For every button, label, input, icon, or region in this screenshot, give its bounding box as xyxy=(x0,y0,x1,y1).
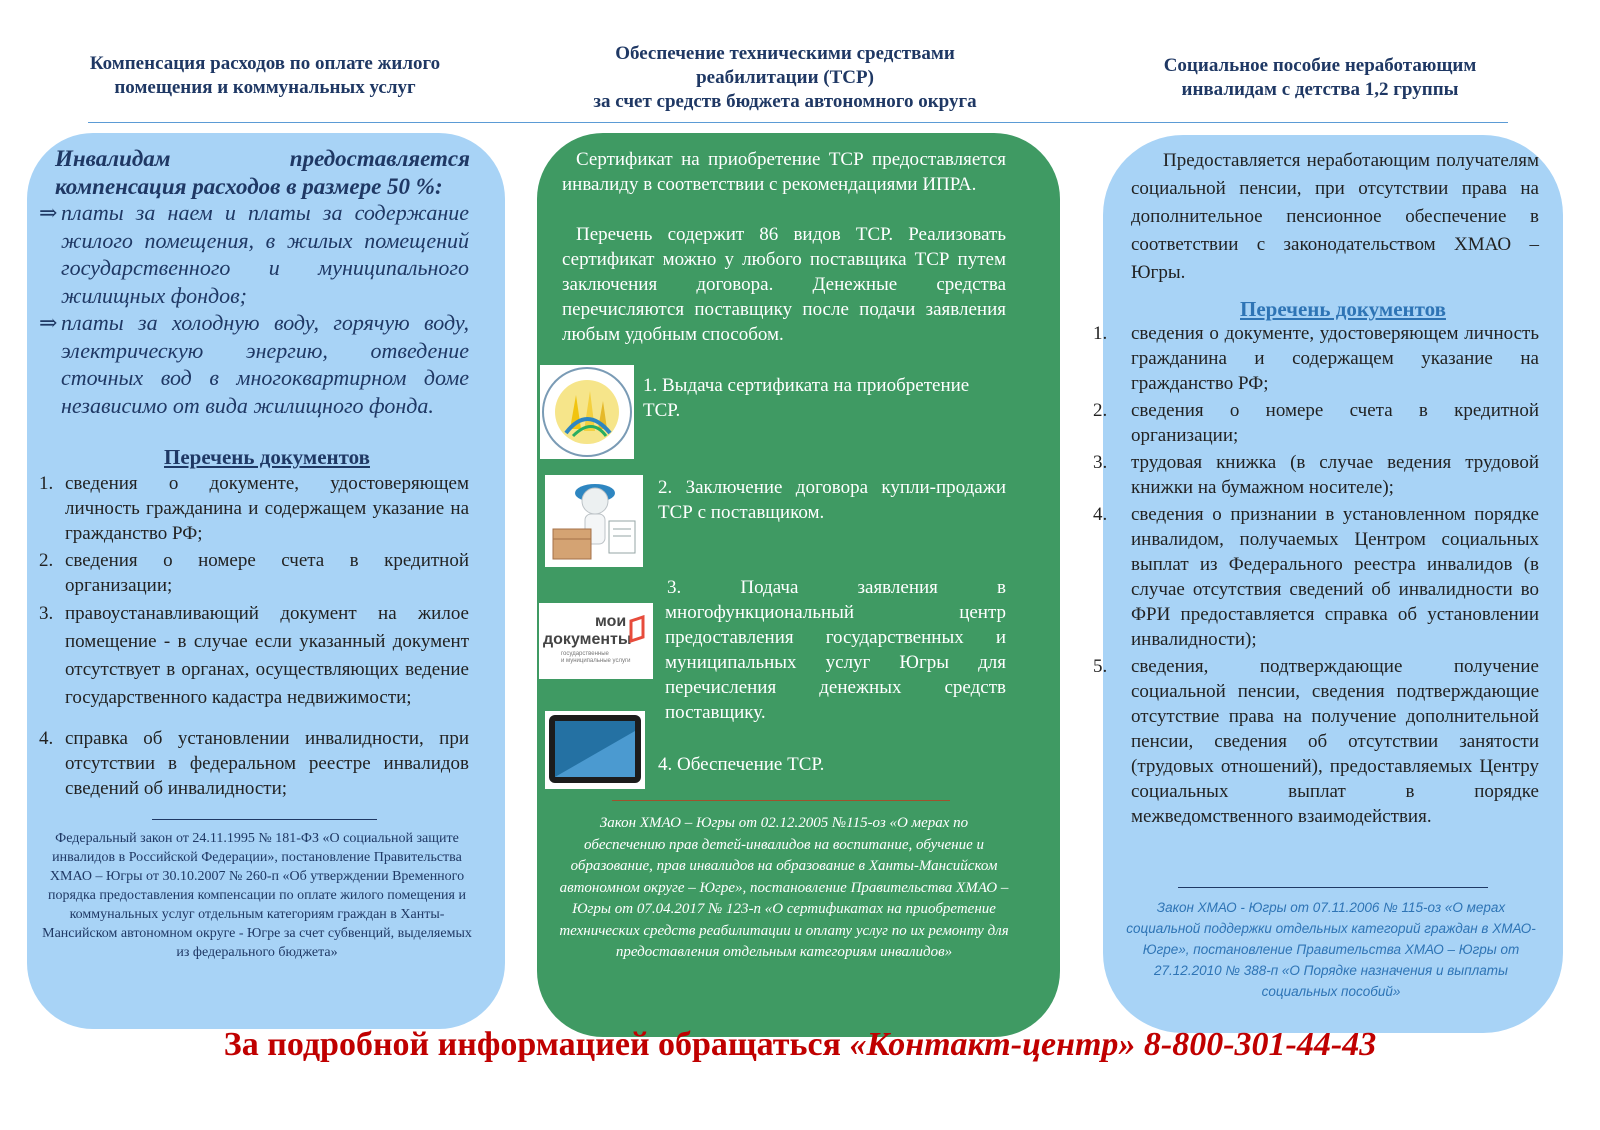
list-item-number: 3. xyxy=(39,603,54,624)
right-docs-title: Перечень документов xyxy=(1240,297,1446,321)
list-item xyxy=(39,600,469,712)
list-item-number: 1. xyxy=(39,473,54,494)
list-item-number: 5. xyxy=(1093,656,1108,677)
logo-mark-icon xyxy=(627,615,647,643)
tablet-image xyxy=(545,711,645,789)
header-right xyxy=(1125,54,1515,102)
list-item-text: сведения о номере счета в кредитной организации; xyxy=(1131,400,1539,446)
arrow-icon: ⇒ xyxy=(39,200,58,225)
contact-center-name: «Контакт-центр» xyxy=(849,1026,1136,1063)
panel-rehabilitation-means xyxy=(537,133,1060,1037)
panel-social-allowance xyxy=(1093,135,1563,1033)
list-item-text: справка об установлении инвалидности, при отсутствии в федеральном реестре инвалидов сведений об инвалидности; xyxy=(65,728,469,799)
middle-law-citation: Закон ХМАО – Югры от 02.12.2005 №115-оз «О мерах по обеспечению прав детей-инвалидов на воспитание, обучение и образование, прав инвалидов на образование в Ханты-Мансийском автономном округе – Югре», постановление Правительства ХМАО – Югры от 07.04.2017 № 123-п «О сертификатах на приобретение технических средств реабилитации и оплату услуг по их ремонту для предоставления отдельным категориям инвалидов» xyxy=(559,815,1009,960)
list-item xyxy=(39,548,469,598)
list-item xyxy=(1093,450,1539,500)
list-item-text: сведения, подтверждающие получение социальной пенсии, сведения подтверждающие отсутствие права на получение дополнительной пенсии, сведения об отсутствии занятости (трудовых отношений), предоставляемых Центру социальных выплат в порядке межведомственного взаимодействия. xyxy=(1131,656,1539,827)
courier-delivery-image xyxy=(545,475,643,567)
list-item xyxy=(1093,321,1539,396)
step-1-text: 1. Выдача сертификата на приобретение ТСР. xyxy=(643,375,970,421)
list-item-text: сведения о признании в установленном порядке инвалидом, получаемых Центром социальных выплат из Федерального реестра инвалидов (в случае отсутствия сведений об инвалидности во ФРИ предоставляется справка об установлении инвалидности); xyxy=(1131,504,1539,650)
header-middle xyxy=(545,42,1025,114)
footer-prefix: За подробной информацией обращаться xyxy=(223,1026,850,1063)
header-middle-line: Обеспечение техническими средствами xyxy=(615,43,955,64)
contact-footer xyxy=(0,1025,1600,1065)
header-middle-line: реабилитации (ТСР) xyxy=(696,67,874,88)
logo-line: мои xyxy=(595,613,627,630)
header-divider xyxy=(88,122,1508,123)
left-intro: Инвалидам предоставляется компенсация расходов в размере 50 %: xyxy=(55,146,470,199)
step-4-text: 4. Обеспечение ТСР. xyxy=(658,754,825,775)
list-item-number: 1. xyxy=(1093,323,1108,344)
list-item-number: 2. xyxy=(1093,400,1108,421)
header-left: Компенсация расходов по оплате жилого помещения и коммунальных услуг xyxy=(89,53,441,98)
step-2-text: 2. Заключение договора купли-продажи ТСР с поставщиком. xyxy=(658,477,1006,523)
logo-subline: и муниципальные услуги xyxy=(561,658,631,664)
left-bullet xyxy=(39,309,469,419)
list-item-text: сведения о документе, удостоверяющем личность гражданина и содержащем указание на гражданство РФ; xyxy=(1131,323,1539,394)
my-documents-logo xyxy=(539,603,653,679)
social-protection-emblem xyxy=(540,365,634,459)
right-intro: Предоставляется неработающим получателям социальной пенсии, при отсутствии права на дополнительное пенсионное обеспечение в соответствии с законодательством ХМАО – Югры. xyxy=(1131,150,1539,283)
list-item-number: 3. xyxy=(1093,452,1108,473)
right-docs-list xyxy=(1093,321,1539,829)
list-item xyxy=(39,726,469,801)
list-item-text: сведения о документе, удостоверяющем личность гражданина и содержащем указание на гражданство РФ; xyxy=(65,473,469,544)
contact-phone[interactable]: 8-800-301-44-43 xyxy=(1135,1026,1377,1063)
header-middle-line: за счет средств бюджета автономного округа xyxy=(593,91,977,112)
list-item xyxy=(39,471,469,546)
left-bullet-text: платы за наем и платы за содержание жилого помещения, в жилых помещений государственного и муниципального жилищных фондов; xyxy=(61,200,469,308)
list-item xyxy=(1093,398,1539,448)
left-bullet-text: платы за холодную воду, горячую воду, электрическую энергию, отведение сточных вод в многоквартирном доме независимо от вида жилищного фонда. xyxy=(61,310,469,418)
logo-subline: государственные xyxy=(561,651,609,657)
middle-paragraph-2: Перечень содержит 86 видов ТСР. Реализовать сертификат можно у любого поставщика ТСР путем заключения договора. Денежные средства перечисляются поставщику после подачи заявления любым удобным способом. xyxy=(562,224,1006,345)
header-right-line: Социальное пособие неработающим xyxy=(1163,55,1477,76)
list-item-text: трудовая книжка (в случае ведения трудовой книжки на бумажном носителе); xyxy=(1131,452,1539,498)
header-right-line: инвалидам с детства 1,2 группы xyxy=(1181,79,1459,100)
left-law-citation: Федеральный закон от 24.11.1995 № 181-ФЗ «О социальной защите инвалидов в Российской Федерации», постановление Правительства ХМАО – Югры от 30.10.2007 № 260-п «Об утверждении Временного порядка предоставления компенсации по оплате жилого помещения и коммунальных услуг отдельным категориям граждан в Ханты-Мансийском автономном округе - Югре за счет субвенций, выделяемых из федерального бюджета» xyxy=(42,831,472,960)
left-bullet xyxy=(39,199,469,309)
list-item-number: 4. xyxy=(1093,504,1108,525)
list-item-text: правоустанавливающий документ на жилое помещение - в случае если указанный документ отсутствует в органах, осуществляющих ведение государственного кадастра недвижимости; xyxy=(65,603,469,708)
step-3-text: 3. Подача заявления в многофункциональный центр предоставления государственных и муниципальных услуг Югры для перечисления денежных средств поставщику. xyxy=(665,577,1006,723)
list-item-number: 4. xyxy=(39,728,54,749)
middle-law-divider xyxy=(612,800,950,801)
panel-housing-compensation xyxy=(27,133,505,1029)
left-docs-list xyxy=(39,471,469,801)
list-item xyxy=(1093,502,1539,652)
list-item xyxy=(1093,654,1539,829)
logo-line: документы xyxy=(543,631,632,648)
list-item-number: 2. xyxy=(39,550,54,571)
left-docs-title: Перечень документов xyxy=(164,445,370,469)
list-item-text: сведения о номере счета в кредитной организации; xyxy=(65,550,469,596)
right-law-citation: Закон ХМАО - Югры от 07.11.2006 № 115-оз «О мерах социальной поддержки отдельных категорий граждан в ХМАО-Югре», постановление Правительства ХМАО – Югры от 27.12.2010 № 388-п «О Порядке назначения и выплаты социальных пособий» xyxy=(1126,900,1536,999)
arrow-icon: ⇒ xyxy=(39,310,58,335)
left-law-divider xyxy=(152,819,377,820)
middle-paragraph-1: Сертификат на приобретение ТСР предоставляется инвалиду в соответствии с рекомендациями ИПРА. xyxy=(562,149,1006,195)
right-law-divider xyxy=(1178,887,1488,888)
